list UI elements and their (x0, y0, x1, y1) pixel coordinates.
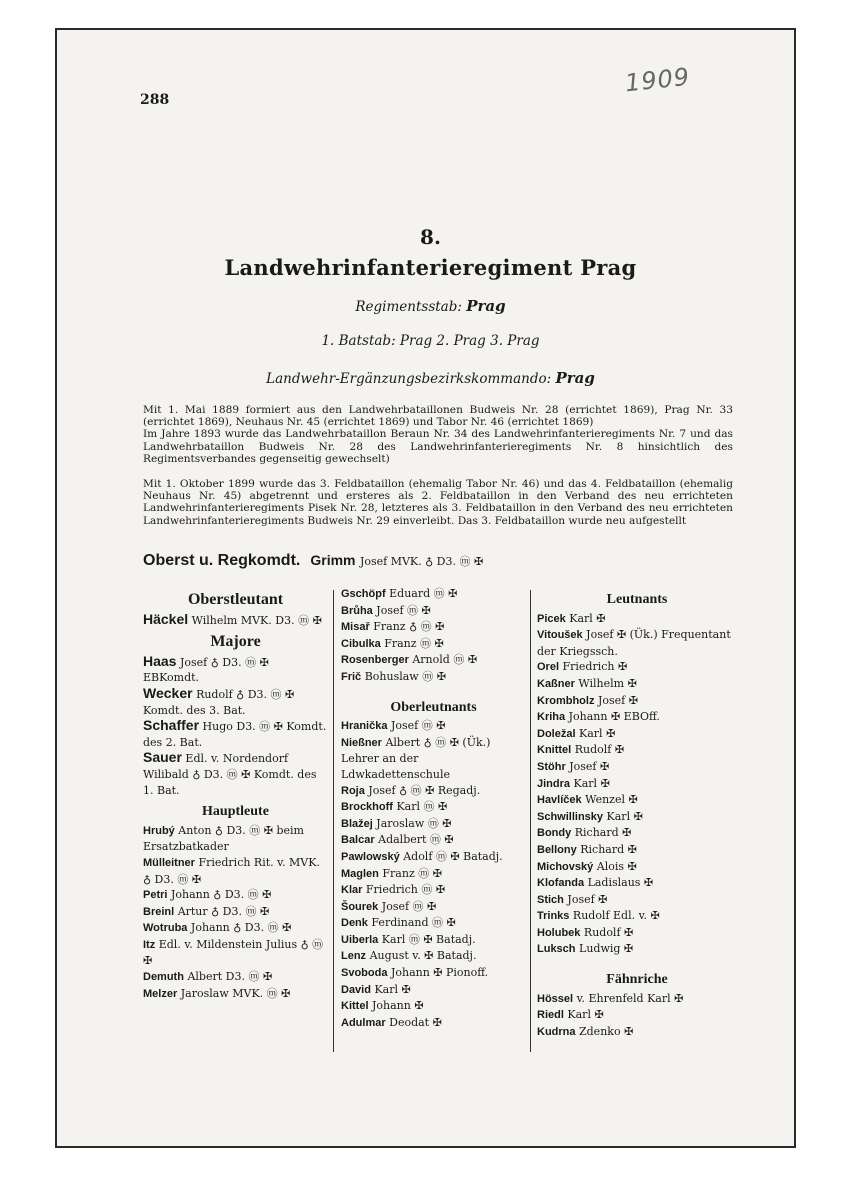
officer-details: Jaroslaw MVK. ⓜ ✠ (180, 986, 291, 1000)
page-title: Landwehrinfanterieregiment Prag (224, 255, 637, 280)
roster-entry (341, 586, 526, 603)
roster-entry (143, 969, 328, 986)
officer-details: Franz ⓜ ✠ (382, 866, 442, 880)
officer-details: Karl ✠ (606, 809, 643, 823)
ergaenzung-value: Prag (555, 369, 595, 387)
officer-details: Karl ✠ (579, 726, 616, 740)
officer-details: Ladislaus ✠ (587, 876, 654, 890)
roster-entry (537, 676, 737, 693)
officer-surname: Nießner (341, 736, 382, 749)
oberleutnants-list (341, 718, 526, 1031)
roster-entry (341, 1015, 526, 1032)
roster-entry (537, 875, 737, 892)
officer-surname: Sauer (143, 749, 182, 766)
officer-details: Karl ⓜ ✠ Batadj. (381, 932, 476, 946)
oberst-rank: Oberst u. Regkomdt. (143, 552, 301, 569)
officer-details: Josef ⓜ ✠ (381, 899, 437, 913)
roster-entry (537, 1024, 737, 1041)
officer-surname: Frič (341, 670, 362, 683)
officer-surname: Lenz (341, 950, 367, 963)
officer-surname: Jindra (537, 777, 571, 790)
officer-surname: Misař (341, 621, 370, 634)
roster-entry (341, 603, 526, 620)
officer-surname: Holubek (537, 926, 581, 939)
officer-details: Wilhelm MVK. D3. ⓜ ✠ (191, 613, 322, 627)
officer-details: Josef ✠ (567, 892, 608, 906)
officer-surname: Adulmar (341, 1016, 386, 1029)
roster-entry (143, 986, 328, 1003)
officer-surname: Stich (537, 893, 564, 906)
officer-surname: Orel (537, 661, 560, 674)
ergaenzung-line (120, 369, 741, 387)
officer-surname: Doležal (537, 727, 576, 740)
officer-details: Adolf ⓜ ✠ Batadj. (403, 849, 503, 863)
officer-details: Karl ⓜ ✠ (396, 800, 448, 814)
officer-details: Franz ♁ ⓜ ✠ (373, 620, 445, 634)
roster-entry (537, 659, 737, 676)
column-divider (530, 590, 531, 1052)
roster-entry (537, 627, 737, 659)
officer-surname: Schwillinsky (537, 810, 604, 823)
oberst-detail: Josef MVK. ♁ D3. ⓜ ✠ (359, 555, 484, 568)
officer-details: Hugo D3. ⓜ ✠ Komdt. des 2. Bat. (143, 720, 327, 749)
officer-surname: Pawlowský (341, 850, 400, 863)
officer-details: Ludwig ✠ (579, 942, 634, 956)
officer-details: Albert D3. ⓜ ✠ (187, 970, 273, 984)
officer-details: Josef ⓜ ✠ (390, 719, 446, 733)
officer-surname: Knittel (537, 744, 572, 757)
officer-details: Johann ♁ D3. ⓜ ✠ (190, 921, 292, 935)
officer-details: Arnold ⓜ ✠ (412, 653, 478, 667)
officer-details: Anton ♁ D3. ⓜ ✠ beim Ersatzbatkader (143, 823, 304, 854)
officer-surname: Balcar (341, 834, 375, 847)
oberst-name: Grimm (310, 552, 356, 568)
officer-details: Zdenko ✠ (579, 1024, 634, 1038)
roster-entry (537, 842, 737, 859)
officer-surname: Brockhoff (341, 801, 393, 814)
officer-surname: Luksch (537, 943, 576, 956)
leutnants-list (537, 611, 737, 958)
roster-entry (537, 991, 737, 1008)
officer-surname: Gschöpf (341, 588, 386, 600)
officer-surname: Šourek (341, 900, 379, 913)
roster-entry (143, 750, 328, 798)
officer-surname: Hranička (341, 720, 388, 733)
roster-entry (341, 882, 526, 899)
roster-entry (143, 937, 328, 969)
officer-surname: Bondy (537, 827, 572, 840)
roster-entry (341, 965, 526, 982)
officer-details: Friedrich ⓜ ✠ (365, 883, 446, 897)
roster-entry (537, 941, 737, 958)
officer-surname: Vitoušek (537, 629, 583, 642)
roster-entry (537, 892, 737, 909)
roster-entry (143, 686, 328, 718)
officer-details: Ferdinand ⓜ ✠ (371, 916, 456, 930)
officer-surname: Kaßner (537, 677, 575, 690)
officer-surname: Kudrna (537, 1025, 576, 1038)
officer-surname: Hrubý (143, 824, 175, 837)
officer-details: Wenzel ✠ (585, 793, 638, 807)
officer-surname: Trinks (537, 910, 570, 923)
history-text-3: Mit 1. Oktober 1899 wurde das 3. Feldbataillon (ehemalig Tabor Nr. 46) und das 4. Feldbataillon (ehemalig Neuhaus Nr. 45) abgetrennt und ersteres als 2. Feldbataillon in den Verband des neu errichteten Landwehrinfanterieregiments Pisek Nr. 28, letzteres als 3. Feldbataillon in den Verband des neu errichteten Landwehrinfanterieregiments Budweis Nr. 29 einverleibt. Das 3. Feldbataillon wurde neu aufgestellt (143, 478, 733, 527)
officer-surname: Cibulka (341, 637, 381, 650)
roster-entry (341, 735, 526, 783)
majore-list (143, 654, 328, 798)
roster-entry (341, 948, 526, 965)
roster-entry (341, 915, 526, 932)
roster-entry (537, 825, 737, 842)
roster-entry (537, 859, 737, 876)
regimentsstab-value: Prag (466, 297, 506, 315)
officer-details: Richard ✠ (574, 826, 632, 840)
officer-details: Josef ♁ D3. ⓜ ✠ EBKomdt. (143, 655, 269, 685)
officer-surname: Riedl (537, 1009, 564, 1022)
roster-entry (537, 809, 737, 826)
officer-details: Karl ✠ (374, 982, 411, 996)
roster-entry (537, 792, 737, 809)
batstab-label: 1. Batstab: Prag 2. Prag 3. (321, 333, 503, 349)
roster-entry (341, 849, 526, 866)
officer-details: Friedrich Rit. v. MVK. ♁ D3. ⓜ ✠ (143, 855, 320, 886)
roster-entry (341, 899, 526, 916)
officer-details: Johann ✠ (372, 999, 424, 1013)
officer-surname: Kittel (341, 1000, 369, 1013)
heading-hauptleute: Hauptleute (202, 804, 269, 820)
roster-entry (143, 855, 328, 887)
hauptleute-list (143, 823, 328, 1003)
roster-entry (341, 866, 526, 883)
officer-details: Edl. v. Nordendorf Wilibald ♁ D3. ⓜ ✠ Komdt. des 1. Bat. (143, 752, 317, 797)
officer-details: Deodat ✠ (389, 1015, 442, 1029)
roster-entry (537, 759, 737, 776)
roster-entry (143, 612, 328, 629)
officer-details: Karl ✠ (573, 776, 610, 790)
handwritten-year-note: 1909 (623, 62, 692, 98)
officer-surname: Maglen (341, 867, 379, 880)
roster-entry (341, 799, 526, 816)
officer-details: Rudolf ♁ D3. ⓜ ✠ Komdt. des 3. Bat. (143, 687, 295, 717)
roster-entry (537, 776, 737, 793)
roster-entry (341, 998, 526, 1015)
roster-entry (341, 636, 526, 653)
officer-details: Franz ⓜ ✠ (384, 636, 444, 650)
officer-surname: Picek (537, 612, 566, 625)
officer-surname: Klofanda (537, 877, 585, 890)
roster-entry (537, 1007, 737, 1024)
regimentsstab-line (120, 297, 741, 315)
roster-entry (341, 669, 526, 686)
roster-entry (143, 920, 328, 937)
heading-faehnriche: Fähnriche (606, 972, 668, 988)
officer-surname: Michovský (537, 860, 594, 873)
history-paragraph-1 (143, 404, 733, 465)
officer-surname: Schaffer (143, 717, 200, 734)
officer-surname: Mülleitner (143, 856, 195, 869)
officer-details: Rudolf Edl. v. ✠ (572, 909, 660, 923)
officer-surname: Denk (341, 917, 368, 930)
officer-surname: Brůha (341, 604, 373, 617)
officer-details: Edl. v. Mildenstein Julius ♁ ⓜ ✠ (143, 937, 324, 968)
roster-entry (143, 904, 328, 921)
officer-details: Josef ✠ (569, 759, 610, 773)
officer-details: Karl ✠ (567, 1008, 604, 1022)
roster-entry (537, 611, 737, 628)
roster-entry (143, 887, 328, 904)
heading-oberstleutnant: Oberstleutant (187, 591, 284, 608)
officer-details: August v. ✠ Batadj. (369, 949, 477, 963)
officer-details: Josef ✠ (597, 693, 638, 707)
heading-majore: Majore (210, 633, 261, 651)
officer-details: Rudolf ✠ (574, 743, 625, 757)
history-text-2: Im Jahre 1893 wurde das Landwehrbataillon Beraun Nr. 34 des Landwehrinfanterieregiments Nr. 7 und das Landwehrbataillon Budweis Nr. 28 des Landwehrinfanterieregiments Nr. 8 hinsichtlich des Regimentsverbandes gegenseitig gewechselt) (143, 428, 733, 465)
officer-surname: Itz (143, 938, 156, 951)
officer-details: Artur ♁ D3. ⓜ ✠ (177, 904, 270, 918)
officer-details: v. Ehrenfeld Karl ✠ (576, 991, 684, 1005)
officer-details: Eduard ⓜ ✠ (389, 587, 458, 600)
officer-surname: Stöhr (537, 760, 566, 773)
officer-surname: Petri (143, 889, 168, 902)
roster-entry (537, 709, 737, 726)
officer-surname: Svoboda (341, 967, 388, 980)
officer-details: Adalbert ⓜ ✠ (378, 833, 454, 847)
batstab-line (120, 333, 741, 349)
officer-details: Friedrich ✠ (562, 660, 628, 674)
roster-entry (537, 693, 737, 710)
officer-surname: Häckel (143, 610, 189, 627)
roster-entry (537, 742, 737, 759)
officer-details: Josef ✠ (Ük.) Frequentant der Kriegssch. (537, 628, 731, 658)
officer-surname: Blažej (341, 817, 373, 830)
officer-details: Johann ✠ Pionoff. (390, 966, 489, 980)
history-text-1: Mit 1. Mai 1889 formiert aus den Landwehrbataillonen Budweis Nr. 28 (errichtet 1869), Prag Nr. 33 (errichtet 1869), Neuhaus Nr. 45 (errichtet 1869) und Tabor Nr. 46 (errichtet 1869) (143, 404, 733, 429)
roster-entry (143, 654, 328, 686)
oberst-line (143, 552, 483, 570)
officer-surname: Roja (341, 784, 365, 797)
hauptleute-continued-list (341, 586, 526, 686)
roster-entry (341, 816, 526, 833)
roster-entry (537, 726, 737, 743)
officer-details: Bohuslaw ⓜ ✠ (364, 669, 446, 683)
roster-column-1 (143, 586, 328, 1002)
officer-surname: Krombholz (537, 694, 595, 707)
officer-details: Jaroslaw ⓜ ✠ (376, 816, 452, 830)
officer-surname: Wotruba (143, 922, 188, 935)
heading-oberleutnants: Oberleutnants (390, 699, 477, 715)
roster-entry (143, 823, 328, 855)
roster-entry (143, 718, 328, 750)
officer-details: Richard ✠ (580, 842, 637, 856)
officer-details: Albert ♁ ⓜ ✠ (Ük.) Lehrer an der Ldwkadettenschule (341, 735, 491, 781)
officer-details: Alois ✠ (596, 859, 637, 873)
officer-surname: Wecker (143, 684, 193, 701)
oberstleutnant-list (143, 612, 328, 629)
roster-entry (341, 652, 526, 669)
ergaenzung-label: Landwehr-Ergänzungsbezirkskommando: (266, 371, 552, 387)
officer-surname: Demuth (143, 971, 184, 984)
roster-entry (537, 908, 737, 925)
batstab-value: Prag (507, 333, 540, 349)
officer-details: Johann ✠ EBOff. (568, 710, 660, 724)
faehnriche-list (537, 991, 737, 1041)
roster-entry (341, 982, 526, 999)
roster-column-3 (537, 586, 737, 1040)
roster-column-2 (341, 586, 526, 1031)
officer-surname: Bellony (537, 843, 577, 856)
roster-entry (341, 832, 526, 849)
roster-entry (341, 718, 526, 735)
officer-surname: Uiberla (341, 933, 379, 946)
history-paragraph-2 (143, 478, 733, 527)
roster-entry (341, 619, 526, 636)
officer-surname: Melzer (143, 987, 178, 1000)
officer-surname: Breinl (143, 905, 175, 918)
officer-details: Josef ⓜ ✠ (376, 603, 431, 617)
officer-surname: Rosenberger (341, 654, 409, 667)
heading-leutnants: Leutnants (606, 592, 668, 607)
roster-entry (341, 783, 526, 800)
column-divider (333, 590, 334, 1052)
officer-surname: Kriha (537, 711, 566, 724)
officer-details: Karl ✠ (569, 611, 606, 625)
section-number: 8. (420, 225, 441, 249)
roster-entry (341, 932, 526, 949)
officer-details: Johann ♁ D3. ⓜ ✠ (170, 888, 272, 902)
officer-surname: Klar (341, 884, 363, 897)
officer-surname: Haas (143, 652, 177, 669)
roster-entry (537, 925, 737, 942)
officer-details: Rudolf ✠ (583, 925, 634, 939)
officer-surname: Havlíček (537, 794, 582, 807)
officer-details: Josef ♁ ⓜ ✠ Regadj. (368, 783, 481, 797)
officer-surname: David (341, 983, 371, 996)
officer-details: Wilhelm ✠ (578, 676, 637, 690)
regimentsstab-label: Regimentsstab: (355, 299, 462, 315)
officer-surname: Hössel (537, 992, 574, 1005)
page-number: 288 (140, 92, 170, 108)
